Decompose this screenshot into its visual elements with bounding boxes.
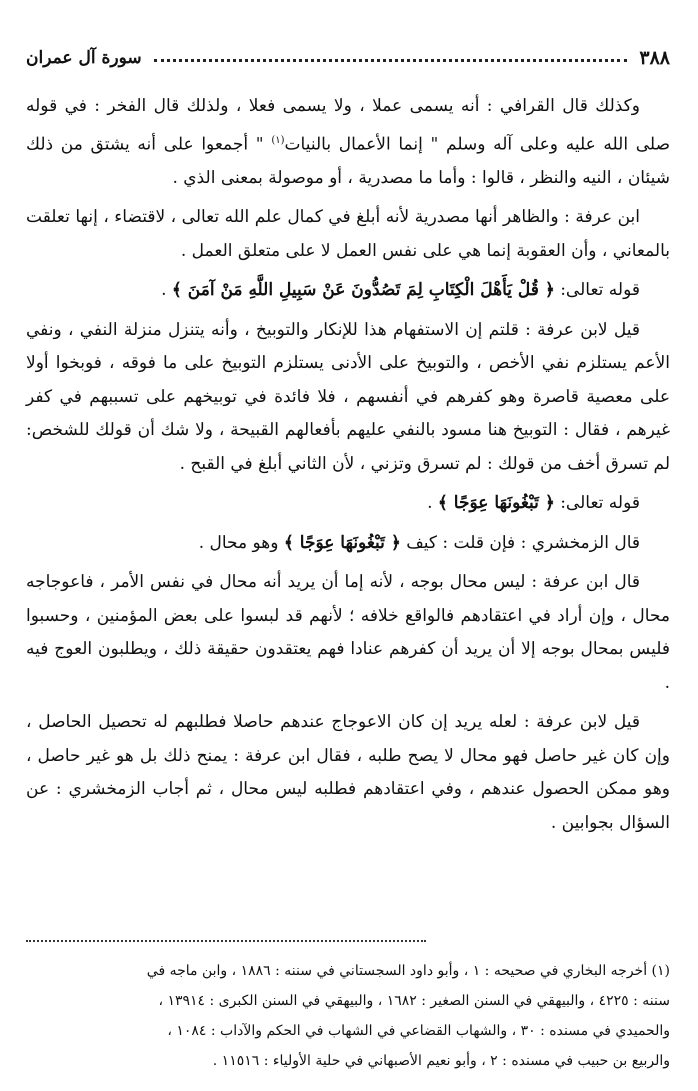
quran-verse: ﴿ تَبْغُونَهَا عِوَجًا ﴾ [437, 493, 555, 514]
verse-end: . [161, 280, 167, 301]
page-header [26, 46, 670, 70]
paragraph-qarafi [26, 90, 670, 195]
paragraph-text: وهو محال . [198, 532, 279, 553]
paragraph-verse-2 [26, 487, 670, 521]
footnote-line: والحميدي في مسنده : ٣٠ ، والشهاب القضاعي في الشهاب في الحكم والآداب : ١٠٨٤ ، [167, 1023, 670, 1039]
verse-intro: قوله تعالى: [560, 280, 640, 301]
paragraph-text: وكذلك قال القرافي : أنه يسمى عملا ، ولا يسمى فعلا ، ولذلك قال الفخر : في قوله صلى الله عليه وعلى آله وسلم " إنما الأعمال بالنيات [26, 96, 670, 155]
paragraph-ibn-arafa-1: ابن عرفة : والظاهر أنها مصدرية لأنه أبلغ في كمال علم الله تعالى ، لاقتضاء ، إنها تعلقت بالمعاني ، وأن العقوبة إنما هي على نفس العمل لا على متعلق العمل . [26, 207, 670, 261]
paragraph-ibn-arafa-3: قيل لابن عرفة : لعله يريد إن كان الاعوجاج عندهم حاصلا فطلبهم له تحصيل الحاصل ، وإن كان غير حاصل فهو محال لا يصح طلبه ، فقال ابن عرفة : يمنح ذلك بل هو غير حاصل ، وهو ممكن الحصول عندهم ، وفي اعتقادهم فطلبه ليس محال ، ثم أجاب الزمخشري : عن السؤال بجوابين . [26, 712, 670, 833]
quran-verse: ﴿ تَبْغُونَهَا عِوَجًا ﴾ [283, 532, 401, 553]
main-text [26, 90, 670, 846]
verse-intro: قوله تعالى: [560, 493, 640, 514]
surah-title: سورة آل عمران [26, 48, 142, 68]
footnote-line: (١) أخرجه البخاري في صحيحه : ١ ، وأبو داود السجستاني في سننه : ١٨٨٦ ، وابن ماجه في [146, 963, 670, 979]
paragraph-text: " أجمعوا على أنه يشتق من ذلك شيئان ، النيه والنظر ، قالوا : وأما ما مصدرية ، أو موصولة بمعنى الذي . [26, 134, 670, 188]
footnote-separator [26, 940, 426, 942]
footnote-line: سننه : ٤٢٢٥ ، والبيهقي في السنن الصغير : ١٦٨٢ ، والبيهقي في السنن الكبرى : ١٣٩١٤ ، [158, 993, 670, 1009]
paragraph-zamakhshari [26, 527, 670, 561]
paragraph-text: قال الزمخشري : فإن قلت : كيف [406, 532, 640, 553]
paragraph-tawbikh: قيل لابن عرفة : قلتم إن الاستفهام هذا للإنكار والتوبيخ ، وأنه يتنزل منزلة النفي ، ونفي الأعم يستلزم نفي الأخص ، والتوبيخ على الأدنى يستلزم التوبيخ على ما فوقه ، فوبخوا أولا على معصية قاصرة وهو كفرهم في أنفسهم ، فلا فائدة في توبيخهم على تسببهم في كفر غيرهم ، فقال : التوبيخ هنا مسود بالنفي عليهم بأفعالهم القبيحة ، ولا شك أن قولك للشخص: لم تسرق أخف من قولك : لم تسرق وتزني ، لأن الثاني أبلغ في القبح . [26, 319, 671, 474]
footnote-marker[interactable]: (١) [271, 134, 285, 146]
paragraph-ibn-arafa-2: قال ابن عرفة : ليس محال بوجه ، لأنه إما أن يريد أنه محال في نفس الأمر ، فاعوجاجه محال ، وإن أراد في اعتقادهم فالواقع خلافه ؛ لأنهم قد لبسوا على بعض المؤمنين ، وحسبوا فليس بمحال بوجه إلا أن يريد أن كفرهم عنادا فهم يعتقدون حقيقة ذلك ، ويطلبون العوج فيه . [26, 572, 670, 693]
quran-verse: ﴿ قُلْ يَأَهْلَ الْكِتَابِ لِمَ تَصُدُّونَ عَنْ سَبِيلِ اللَّهِ مَنْ آمَنَ ﴾ [171, 280, 555, 301]
footnotes [26, 956, 670, 1076]
page-number: ٣٨٨ [639, 47, 670, 69]
paragraph-verse-1 [26, 274, 670, 308]
header-dotted-rule [154, 59, 628, 62]
verse-end: . [427, 493, 433, 514]
footnote-line: والربيع بن حبيب في مسنده : ٢ ، وأبو نعيم الأصبهاني في حلية الأولياء : ١١٥١٦ . [212, 1053, 670, 1069]
